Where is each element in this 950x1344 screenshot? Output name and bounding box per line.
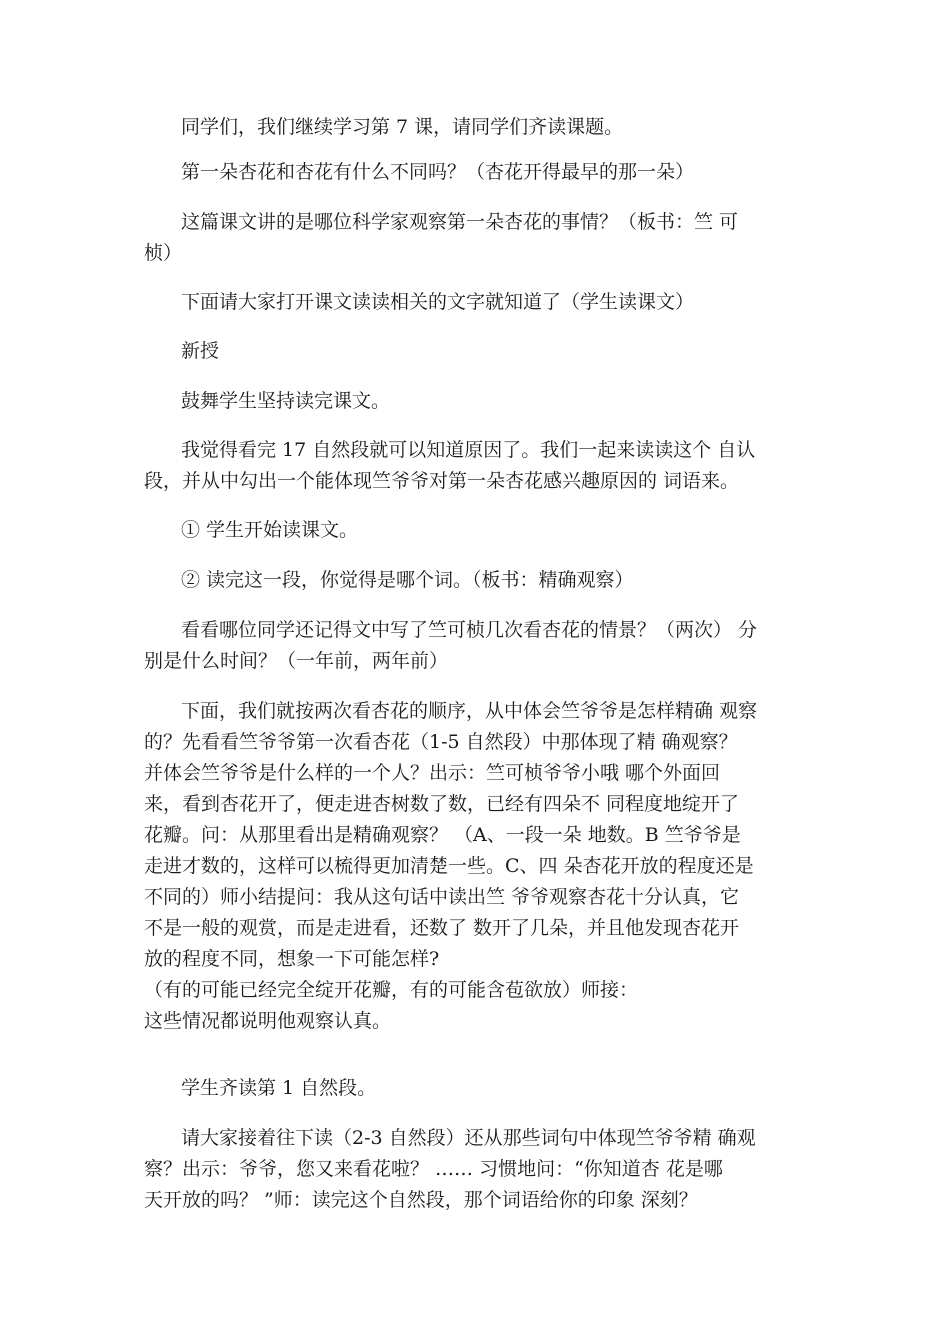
text-line: 这篇课文讲的是哪位科学家观察第一朵杏花的事情？（板书：竺 可 — [181, 211, 739, 233]
paragraph-encourage — [144, 386, 808, 417]
text-line: 第一朵杏花和杏花有什么不同吗？（杏花开得最早的那一朵） — [181, 161, 695, 183]
text-line: 下面，我们就按两次看杏花的顺序，从中体会竺爷爷是怎样精确 观察 — [181, 700, 758, 722]
paragraph-question-first-apricot — [144, 157, 808, 188]
text-line: 桢） — [144, 242, 183, 264]
text-line: 走进才数的，这样可以梳得更加清楚一些。C、四 朵杏花开放的程度还是 — [144, 855, 754, 877]
text-line: 我觉得看完 17 自然段就可以知道原因了。我们一起来读读这个 自认 — [181, 439, 756, 461]
text-line: 请大家接着往下读（2-3 自然段）还从那些词句中体现竺爷爷精 确观 — [181, 1127, 756, 1149]
text-line: 这些情况都说明他观察认真。 — [144, 1010, 392, 1032]
text-line: 新授 — [181, 340, 220, 362]
text-line: 同学们，我们继续学习第 7 课，请同学们齐读课题。 — [181, 116, 624, 138]
text-line: 并体会竺爷爷是什么样的一个人？出示：竺可桢爷爷小哦 哪个外面回 — [144, 762, 721, 784]
paragraph-read-aloud — [144, 1073, 808, 1104]
list-item-step-1 — [144, 515, 808, 546]
text-line: 的？先看看竺爷爷第一次看杏花（1-5 自然段）中那体现了精 确观察？ — [144, 731, 738, 753]
text-line: （有的可能已经完全绽开花瓣，有的可能含苞欲放）师接： — [144, 979, 639, 1001]
text-line: 来，看到杏花开了，便走进杏树数了数，已经有四朵不 同程度地绽开了 — [144, 793, 740, 815]
paragraph-second-observation — [144, 1123, 808, 1216]
text-line: 察？出示：爷爷，您又来看花啦？ …… 习惯地问：“你知道杏 花是哪 — [144, 1158, 723, 1180]
list-item-step-2 — [144, 565, 808, 596]
text-line: ② 读完这一段，你觉得是哪个词。（板书：精确观察） — [181, 569, 634, 591]
text-line: 学生齐读第 1 自然段。 — [181, 1077, 377, 1099]
text-line: 下面请大家打开课文读读相关的文字就知道了（学生读课文） — [181, 291, 695, 313]
paragraph-open-book — [144, 287, 808, 318]
paragraph-intro — [144, 112, 808, 143]
text-line: ① 学生开始读课文。 — [181, 519, 359, 541]
text-line: 鼓舞学生坚持读完课文。 — [181, 390, 391, 412]
paragraph-two-times — [144, 615, 808, 677]
text-line: 天开放的吗？ ”师：读完这个自然段，那个词语给你的印象 深刻？ — [144, 1189, 698, 1211]
paragraph-scientist — [144, 207, 808, 269]
text-line: 别是什么时间？（一年前，两年前） — [144, 650, 449, 672]
text-line: 段，并从中勾出一个能体现竺爷爷对第一朵杏花感兴趣原因的 词语来。 — [144, 470, 740, 492]
text-line: 看看哪位同学还记得文中写了竺可桢几次看杏花的情景？（两次） 分 — [181, 619, 758, 641]
text-line: 花瓣。问：从那里看出是精确观察？ （A、一段一朵 地数。B 竺爷爷是 — [144, 824, 741, 846]
text-line: 放的程度不同，想象一下可能怎样? — [144, 948, 440, 970]
paragraph-reason — [144, 435, 808, 497]
text-line: 不是一般的观赏，而是走进看，还数了 数开了几朵，并且他发现杏花开 — [144, 917, 740, 939]
paragraph-first-observation — [144, 696, 808, 1037]
text-line: 不同的）师小结提问：我从这句话中读出竺 爷爷观察杏花十分认真，它 — [144, 886, 740, 908]
section-heading-new-lesson — [144, 336, 808, 367]
